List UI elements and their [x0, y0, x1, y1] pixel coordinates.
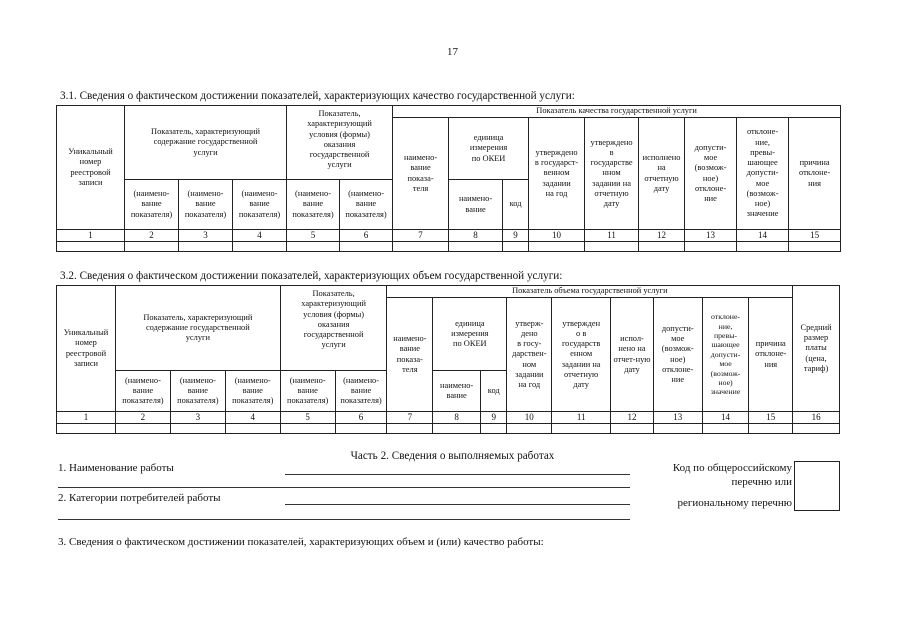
column-number: 1 — [57, 230, 125, 242]
work-code-box[interactable] — [794, 461, 840, 511]
table-cell[interactable] — [789, 241, 841, 251]
column-number: 2 — [115, 412, 170, 424]
table-cell[interactable] — [585, 241, 639, 251]
table-cell[interactable] — [57, 241, 125, 251]
service-content-header: Показатель, характеризующий содержание государственной услуги — [125, 106, 287, 180]
column-number: 5 — [280, 412, 335, 424]
table-cell[interactable] — [179, 241, 233, 251]
table-cell[interactable] — [225, 423, 280, 433]
table-cell[interactable] — [393, 241, 449, 251]
condition-indicator-2-header: (наимено- вание показателя) — [340, 180, 393, 230]
section-3-2-title: 3.2. Сведения о фактическом достижении показателей, характеризующих объем государственной услуги: — [60, 270, 563, 282]
unit-okei-header: единица измерения по ОКЕИ — [433, 298, 507, 371]
approved-year-header: утверж- дено в госу- дарствен- ном задании на год — [507, 298, 552, 412]
approved-date-header: утверждено в государстве нном задании на отчетную дату — [585, 118, 639, 230]
column-number: 13 — [685, 230, 737, 242]
consumers-field-line-2[interactable] — [58, 519, 630, 520]
table-cell[interactable] — [125, 241, 179, 251]
volume-indicators-table — [56, 285, 840, 434]
table-cell[interactable] — [115, 423, 170, 433]
executed-header: исполнено на отчетную дату — [639, 118, 685, 230]
table-cell[interactable] — [639, 241, 685, 251]
content-indicator-1-header: (наимено- вание показателя) — [125, 180, 179, 230]
all-russian-code-label: Код по общероссийскому перечню или — [672, 462, 792, 488]
column-number: 12 — [639, 230, 685, 242]
column-number: 7 — [387, 412, 433, 424]
column-number: 11 — [552, 412, 611, 424]
table-cell[interactable] — [503, 241, 529, 251]
unit-code-header: код — [481, 371, 507, 412]
table-cell[interactable] — [233, 241, 287, 251]
column-number: 15 — [789, 230, 841, 242]
work-name-field[interactable] — [285, 474, 630, 475]
column-number: 13 — [653, 412, 702, 424]
column-number: 9 — [481, 412, 507, 424]
column-number: 11 — [585, 230, 639, 242]
consumers-field[interactable] — [285, 504, 630, 505]
content-indicator-2-header: (наимено- вание показателя) — [170, 371, 225, 412]
indicator-name-header: наимено- вание показа- теля — [393, 118, 449, 230]
table-cell[interactable] — [653, 423, 702, 433]
content-indicator-1-header: (наимено- вание показателя) — [115, 371, 170, 412]
column-number: 8 — [433, 412, 481, 424]
work-name-label: 1. Наименование работы — [58, 462, 174, 474]
table-cell[interactable] — [449, 241, 503, 251]
quality-indicator-header: Показатель качества государственной услуги — [393, 106, 841, 118]
table-cell[interactable] — [340, 241, 393, 251]
average-price-header: Средний размер платы (цена, тариф) — [793, 286, 840, 412]
unit-code-header: код — [503, 180, 529, 230]
table-cell[interactable] — [335, 423, 387, 433]
table-cell[interactable] — [552, 423, 611, 433]
executed-header: испол- нено на отчет-ную дату — [611, 298, 654, 412]
column-number: 10 — [529, 230, 585, 242]
table-cell[interactable] — [749, 423, 793, 433]
deviation-reason-header: причина отклоне- ния — [789, 118, 841, 230]
table-cell[interactable] — [529, 241, 585, 251]
column-number: 4 — [233, 230, 287, 242]
volume-indicator-header: Показатель объема государственной услуги — [387, 286, 793, 298]
registry-number-header: Уникальный номер реестровой записи — [57, 106, 125, 230]
column-number: 14 — [737, 230, 789, 242]
service-content-header: Показатель, характеризующий содержание государственной услуги — [115, 286, 280, 371]
column-number: 10 — [507, 412, 552, 424]
table-row — [57, 241, 841, 251]
service-conditions-header: Показатель, характеризующий условия (формы) оказания государственной услуги — [280, 286, 387, 371]
column-number: 3 — [179, 230, 233, 242]
table-cell[interactable] — [387, 423, 433, 433]
service-conditions-header: Показатель, характеризующий условия (формы) оказания государственной услуги — [287, 106, 393, 180]
table-cell[interactable] — [481, 423, 507, 433]
column-number: 6 — [340, 230, 393, 242]
condition-indicator-2-header: (наимено- вание показателя) — [335, 371, 387, 412]
part-2-title: Часть 2. Сведения о выполняемых работах — [350, 450, 555, 462]
content-indicator-2-header: (наимено- вание показателя) — [179, 180, 233, 230]
column-number: 6 — [335, 412, 387, 424]
excess-deviation-header: отклоне- ние, превы- шающее допусти- мое (возмож- ное) значение — [702, 298, 749, 412]
excess-deviation-header: отклоне- ние, превы- шающее допусти- мое (возмож- ное) значение — [737, 118, 789, 230]
table-cell[interactable] — [170, 423, 225, 433]
content-indicator-3-header: (наимено- вание показателя) — [225, 371, 280, 412]
table-row — [57, 423, 840, 433]
table-cell[interactable] — [737, 241, 789, 251]
column-number: 2 — [125, 230, 179, 242]
table-cell[interactable] — [433, 423, 481, 433]
column-number: 8 — [449, 230, 503, 242]
table-cell[interactable] — [280, 423, 335, 433]
consumers-label: 2. Категории потребителей работы — [58, 492, 221, 504]
table-cell[interactable] — [57, 423, 116, 433]
column-number: 3 — [170, 412, 225, 424]
column-number: 14 — [702, 412, 749, 424]
approved-year-header: утверждено в государст- венном задании на год — [529, 118, 585, 230]
work-name-field-line-2[interactable] — [58, 487, 630, 488]
approved-date-header: утвержден о в государств енном задании на отчетную дату — [552, 298, 611, 412]
column-number: 5 — [287, 230, 340, 242]
unit-name-header: наимено- вание — [433, 371, 481, 412]
column-number: 9 — [503, 230, 529, 242]
deviation-reason-header: причина отклоне- ния — [749, 298, 793, 412]
column-number: 1 — [57, 412, 116, 424]
quality-indicators-table — [56, 105, 841, 252]
unit-okei-header: единица измерения по ОКЕИ — [449, 118, 529, 180]
page-number: 17 — [447, 46, 458, 58]
regional-list-label: региональному перечню — [677, 497, 792, 509]
column-number: 15 — [749, 412, 793, 424]
column-number: 4 — [225, 412, 280, 424]
unit-name-header: наимено- вание — [449, 180, 503, 230]
allowed-deviation-header: допусти- мое (возмож- ное) отклоне- ние — [685, 118, 737, 230]
column-number: 7 — [393, 230, 449, 242]
allowed-deviation-header: допусти- мое (возмож- ное) отклоне- ние — [653, 298, 702, 412]
content-indicator-3-header: (наимено- вание показателя) — [233, 180, 287, 230]
section-3-1-title: 3.1. Сведения о фактическом достижении показателей, характеризующих качество государственной услуги: — [60, 90, 575, 102]
table-cell[interactable] — [685, 241, 737, 251]
condition-indicator-1-header: (наимено- вание показателя) — [280, 371, 335, 412]
table-cell[interactable] — [702, 423, 749, 433]
indicator-name-header: наимено- вание показа- теля — [387, 298, 433, 412]
table-cell[interactable] — [507, 423, 552, 433]
column-number: 12 — [611, 412, 654, 424]
table-cell[interactable] — [287, 241, 340, 251]
table-cell[interactable] — [793, 423, 840, 433]
condition-indicator-1-header: (наимено- вание показателя) — [287, 180, 340, 230]
section-3-title: 3. Сведения о фактическом достижении показателей, характеризующих объем и (или) качество работы: — [58, 536, 544, 548]
table-cell[interactable] — [611, 423, 654, 433]
registry-number-header: Уникальный номер реестровой записи — [57, 286, 116, 412]
column-number: 16 — [793, 412, 840, 424]
